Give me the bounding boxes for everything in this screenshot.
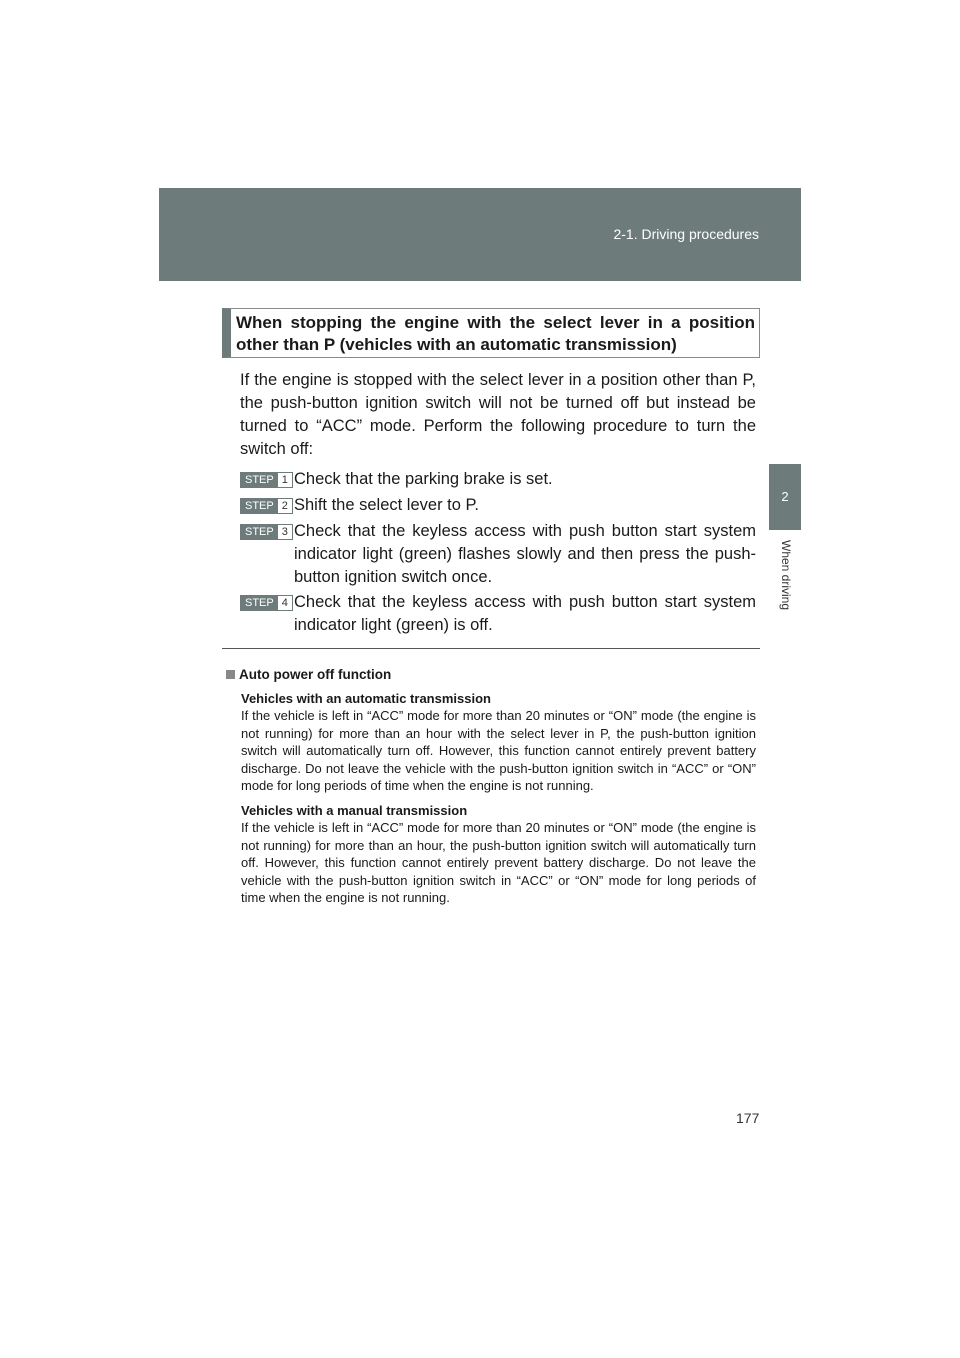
chapter-tab bbox=[769, 464, 801, 530]
step-text: Check that the keyless access with push button start system indicator light (green) flashes slowly and then press the push-button ignition switch once. bbox=[294, 522, 756, 586]
step-badge bbox=[240, 595, 293, 611]
step-1 bbox=[240, 468, 756, 491]
step-badge-number: 2 bbox=[278, 499, 292, 513]
step-badge-number: 3 bbox=[278, 525, 292, 539]
step-text: Shift the select lever to P. bbox=[294, 496, 479, 514]
step-badge bbox=[240, 498, 293, 514]
step-3 bbox=[240, 520, 756, 589]
step-text: Check that the keyless access with push button start system indicator light (green) is off. bbox=[294, 593, 756, 634]
divider bbox=[222, 648, 760, 649]
step-4 bbox=[240, 591, 756, 637]
step-badge bbox=[240, 472, 293, 488]
manual-transmission-heading: Vehicles with a manual transmission bbox=[241, 802, 468, 818]
step-badge bbox=[240, 524, 293, 540]
intro-paragraph: If the engine is stopped with the select lever in a position other than P, the push-button ignition switch will not be turned off but instead be turned to “ACC” mode. Perform the following procedure to turn the switch off: bbox=[240, 371, 756, 458]
section-title-box: When stopping the engine with the select lever in a position other than P (vehicles with an automatic transmission) bbox=[222, 308, 760, 358]
note-title-text: Auto power off function bbox=[239, 667, 392, 682]
note-title bbox=[226, 666, 756, 684]
step-2 bbox=[240, 494, 756, 517]
step-badge-number: 1 bbox=[278, 473, 292, 487]
step-badge-label: STEP bbox=[241, 473, 278, 487]
step-badge-number: 4 bbox=[278, 596, 292, 610]
header-band bbox=[159, 188, 801, 281]
auto-transmission-heading: Vehicles with an automatic transmission bbox=[241, 690, 491, 706]
square-bullet-icon bbox=[226, 670, 235, 679]
step-badge-label: STEP bbox=[241, 596, 278, 610]
step-badge-label: STEP bbox=[241, 499, 278, 513]
auto-transmission-text: If the vehicle is left in “ACC” mode for more than 20 minutes or “ON” mode (the engine is not running) for more than an hour with the select lever in P, the push-button ignition switch will automatically turn off. However, this function cannot entirely prevent battery discharge. Do not leave the vehicle with the push-button ignition switch in “ACC” or “ON” mode for long periods of time when the engine is not running. bbox=[241, 708, 756, 793]
step-text: Check that the parking brake is set. bbox=[294, 470, 553, 488]
section-label: 2-1. Driving procedures bbox=[613, 226, 759, 242]
step-badge-label: STEP bbox=[241, 525, 278, 539]
chapter-title: When driving bbox=[779, 540, 793, 611]
manual-transmission-text: If the vehicle is left in “ACC” mode for more than 20 minutes or “ON” mode (the engine is not running) for more than an hour, the push-button ignition switch will automatically turn off. However, this function cannot entirely prevent battery discharge. Do not leave the vehicle with the push-button ignition switch in “ACC” or “ON” mode for long periods of time when the engine is not running. bbox=[241, 820, 756, 905]
chapter-number: 2 bbox=[781, 489, 789, 504]
note-section bbox=[226, 666, 756, 907]
page-number: 177 bbox=[736, 1110, 760, 1126]
